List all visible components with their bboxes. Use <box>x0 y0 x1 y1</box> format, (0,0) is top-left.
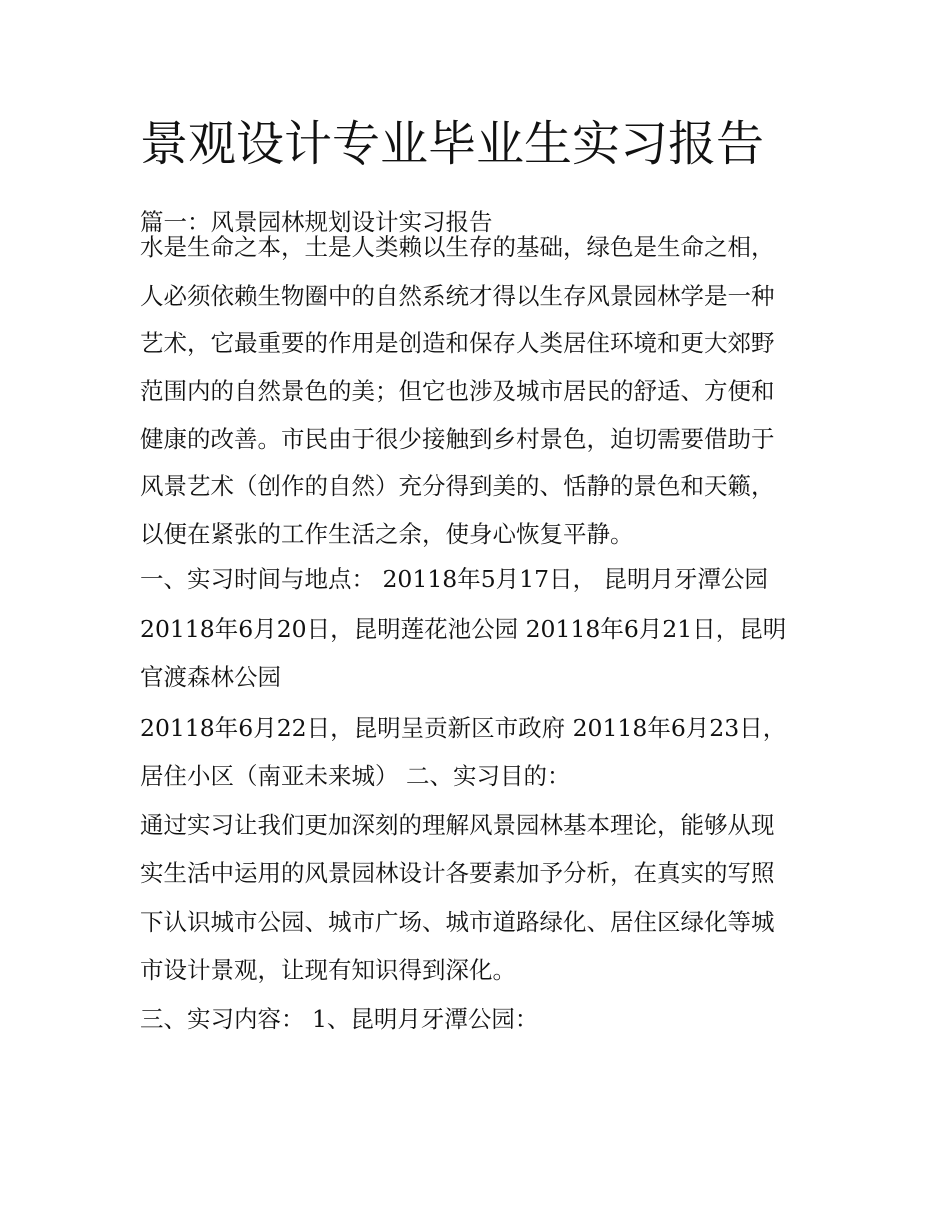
paragraph-line: 水是生命之本，土是人类赖以生存的基础，绿色是生命之相， <box>140 233 775 261</box>
paragraph-line: 市设计景观，让现有知识得到深化。 <box>140 956 516 984</box>
paragraph-line: 人必须依赖生物圈中的自然系统才得以生存风景园林学是一种 <box>140 282 775 310</box>
paragraph-line: 通过实习让我们更加深刻的理解风景园林基本理论，能够从现 <box>140 811 775 839</box>
document-title: 景观设计专业毕业生实习报告 <box>140 116 765 172</box>
paragraph-line: 居住小区（南亚未来城） 二、实习目的： <box>140 762 571 790</box>
paragraph-line: 实生活中运用的风景园林设计各要素加予分析，在真实的写照 <box>140 859 775 887</box>
paragraph-line: 官渡森林公园 <box>140 663 281 691</box>
paragraph-line: 一、实习时间与地点： 20118年5月17日， 昆明月牙潭公园 <box>140 565 769 593</box>
paragraph-line: 范围内的自然景色的美；但它也涉及城市居民的舒适、方便和 <box>140 377 775 405</box>
paragraph-line: 以便在紧张的工作生活之余，使身心恢复平静。 <box>140 520 634 548</box>
paragraph-line: 健康的改善。市民由于很少接触到乡村景色，迫切需要借助于 <box>140 425 775 453</box>
paragraph-line: 艺术，它最重要的作用是创造和保存人类居住环境和更大郊野 <box>140 329 775 357</box>
paragraph-line: 下认识城市公园、城市广场、城市道路绿化、居住区绿化等城 <box>140 908 775 936</box>
paragraph-line: 20118年6月22日，昆明呈贡新区市政府 20118年6月23日， <box>140 714 787 742</box>
paragraph-line: 三、实习内容： 1、昆明月牙潭公园： <box>140 1005 539 1033</box>
paragraph-line: 风景艺术（创作的自然）充分得到美的、恬静的景色和天籁， <box>140 472 775 500</box>
section-heading-part-one: 篇一：风景园林规划设计实习报告 <box>140 208 493 236</box>
paragraph-line: 20118年6月20日，昆明莲花池公园 20118年6月21日，昆明 <box>140 615 787 643</box>
